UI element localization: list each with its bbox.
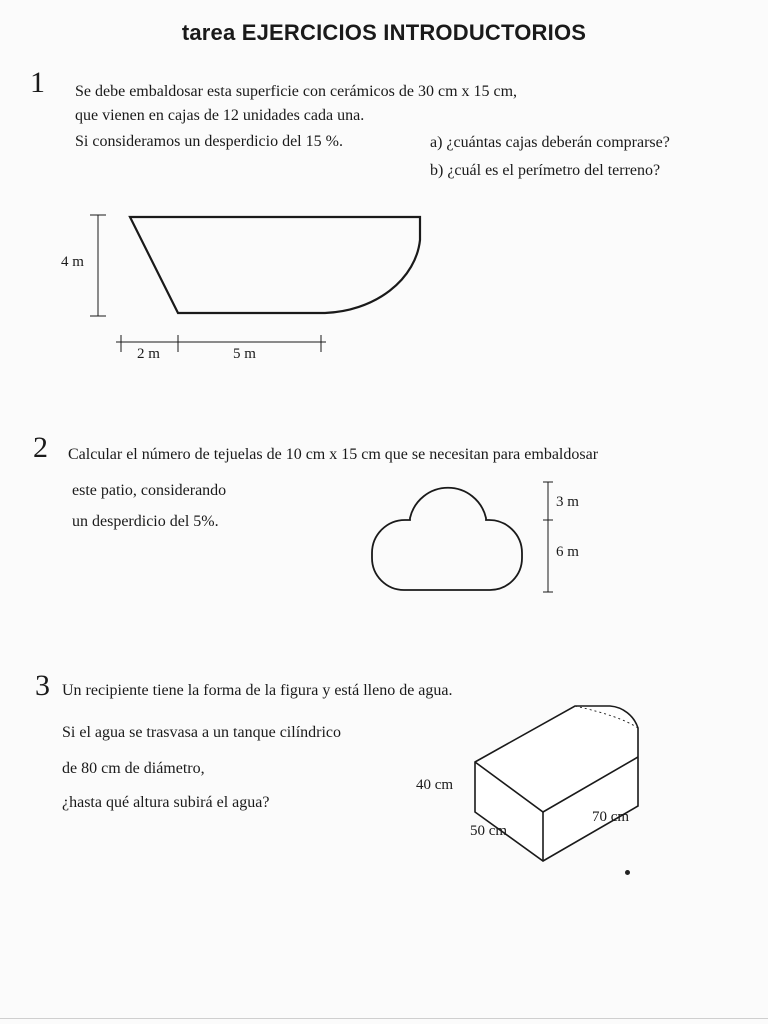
exercise-1-line-1: Se debe embaldosar esta superficie con cerámicos de 30 cm x 15 cm, [75, 83, 518, 100]
figure-2-top-label: 3 m [556, 494, 579, 510]
figure-2-bottom-label: 6 m [556, 544, 579, 560]
terrain-shape [130, 217, 420, 313]
exercise-1-question-a: a) ¿cuántas cajas deberán comprarse? [430, 134, 670, 151]
exercise-2-line-1: Calcular el número de tejuelas de 10 cm x 15 cm que se necesitan para embaldosar [68, 446, 599, 463]
figure-1-base-left-label: 2 m [137, 346, 160, 362]
exercise-2-number: 2 [33, 431, 48, 464]
figure-1-height-label: 4 m [61, 254, 84, 270]
stray-dot [625, 870, 630, 875]
patio-shape [372, 488, 522, 590]
figure-3-height-label: 40 cm [416, 777, 454, 793]
exercise-3-line-3: de 80 cm de diámetro, [62, 760, 205, 777]
exercise-2-figure [372, 482, 553, 592]
exercise-3-line-1: Un recipiente tiene la forma de la figura y está lleno de agua. [62, 682, 453, 699]
exercise-1-line-3: Si consideramos un desperdicio del 15 %. [75, 133, 343, 150]
scan-border [0, 1018, 768, 1019]
exercise-1-question-b: b) ¿cuál es el perímetro del terreno? [430, 162, 661, 179]
exercise-1-figure [90, 215, 420, 352]
exercise-1-line-2: que vienen en cajas de 12 unidades cada una. [75, 107, 365, 124]
exercise-3-number: 3 [35, 669, 50, 702]
figure-3-width-label: 50 cm [470, 823, 508, 839]
figure-3-length-label: 70 cm [592, 809, 630, 825]
figure-1-base-right-label: 5 m [233, 346, 256, 362]
exercise-1-number: 1 [30, 66, 45, 99]
exercise-2-line-2: este patio, considerando [72, 482, 227, 499]
exercise-3-line-4: ¿hasta qué altura subirá el agua? [62, 794, 270, 811]
exercise-2-line-3: un desperdicio del 5%. [72, 513, 219, 530]
exercise-3-line-2: Si el agua se trasvasa a un tanque cilíndrico [62, 724, 342, 741]
page-title: tarea EJERCICIOS INTRODUCTORIOS [181, 20, 587, 45]
